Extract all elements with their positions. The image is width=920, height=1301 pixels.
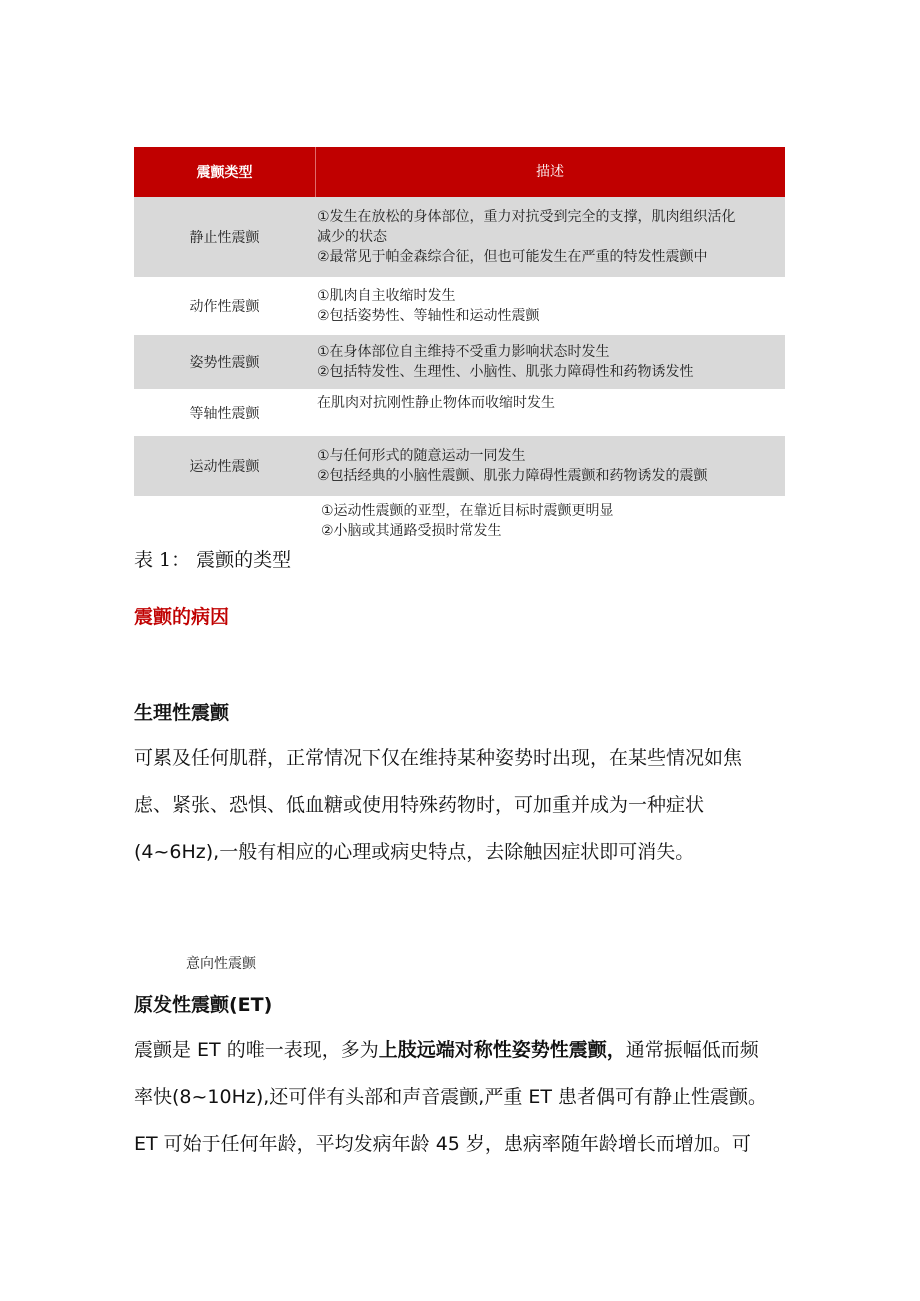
tremor-description: ①在身体部位自主维持不受重力影响状态时发生 ②包括特发性、生理性、小脑性、肌张力障碍性和药物诱发性 xyxy=(317,344,694,380)
bold-emphasis: 上肢远端对称性姿势性震颤， xyxy=(378,1039,626,1061)
tremor-type: 静止性震颤 xyxy=(189,230,260,246)
table-caption: 表 1： 震颤的类型 xyxy=(134,549,292,571)
tremor-description: ①肌肉自主收缩时发生 ②包括姿势性、等轴性和运动性震颤 xyxy=(317,288,540,324)
table-row xyxy=(134,197,785,277)
tremor-description: ①与任何形式的随意运动一同发生 ②包括经典的小脑性震颤、肌张力障碍性震颤和药物诱发的震颤 xyxy=(317,448,708,484)
tremor-description: ①运动性震颤的亚型，在靠近目标时震颤更明显 ②小脑或其通路受损时常发生 xyxy=(321,503,614,539)
table-row xyxy=(134,335,785,389)
physiological-tremor-title: 生理性震颤 xyxy=(134,702,230,724)
tremor-types-table xyxy=(134,147,785,546)
intention-tremor-label: 意向性震颤 xyxy=(186,956,256,972)
section-title: 震颤的病因 xyxy=(134,606,230,628)
tremor-type: 等轴性震颤 xyxy=(189,405,260,422)
physiological-tremor-paragraph: 可累及任何肌群，正常情况下仅在维持某种姿势时出现，在某些情况如焦 虑、紧张、恐惧、低血糖或使用特殊药物时，可加重并成为一种症状 (4~6Hz),一般有相应的心理或病史特点，去除触因症状即可消失。 xyxy=(134,747,743,863)
table-row xyxy=(134,277,785,335)
table-row xyxy=(134,496,785,546)
essential-tremor-title: 原发性震颤(ET) xyxy=(134,994,273,1016)
table-header-row xyxy=(134,147,785,197)
tremor-description: 在肌肉对抗刚性静止物体而收缩时发生 xyxy=(317,395,555,411)
header-description: 描述 xyxy=(536,164,564,180)
essential-tremor-paragraph: 震颤是 ET 的唯一表现，多为上肢远端对称性姿势性震颤，通常振幅低而频 率快(8~10Hz),还可伴有头部和声音震颤,严重 ET 患者偶可有静止性震颤。 ET 可始于任何年龄，平均发病年龄 45 岁，患病率随年龄增长而增加。可 xyxy=(134,1039,768,1155)
table-row xyxy=(134,436,785,496)
tremor-type xyxy=(134,496,315,546)
tremor-description: ①发生在放松的身体部位，重力对抗受到完全的支撑，肌肉组织活化 减少的状态 ②最常见于帕金森综合征，但也可能发生在严重的特发性震颤中 xyxy=(317,209,736,265)
table-row xyxy=(134,389,785,436)
header-type: 震颤类型 xyxy=(134,147,316,197)
tremor-type: 动作性震颤 xyxy=(189,299,260,315)
tremor-type: 姿势性震颤 xyxy=(189,355,260,371)
tremor-type: 运动性震颤 xyxy=(189,459,260,475)
